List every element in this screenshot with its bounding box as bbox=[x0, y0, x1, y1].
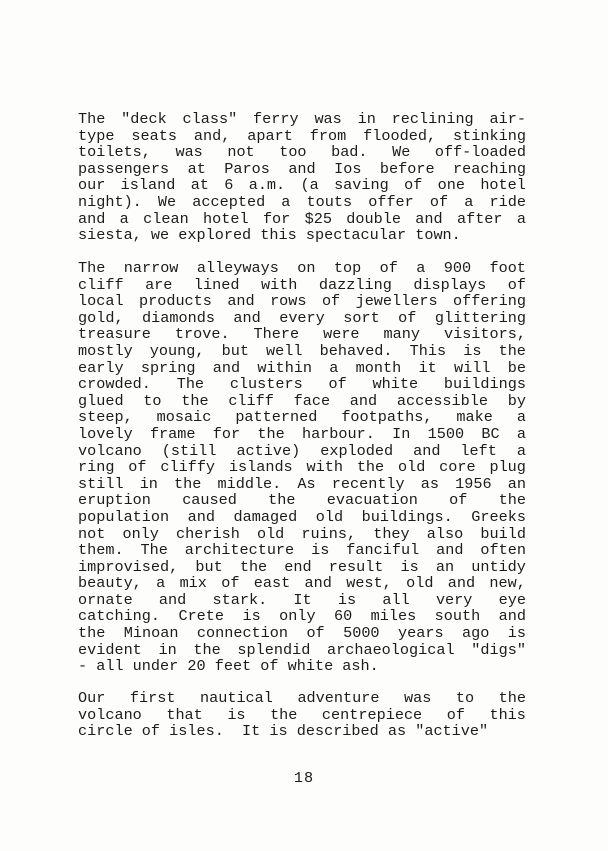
word: they bbox=[373, 524, 410, 543]
word: "deck bbox=[121, 110, 167, 128]
word: of bbox=[379, 259, 398, 277]
word: years bbox=[397, 624, 444, 643]
word: and bbox=[304, 574, 332, 593]
word: was bbox=[404, 689, 432, 707]
word: of bbox=[321, 292, 341, 311]
word: population bbox=[78, 507, 170, 526]
word: old bbox=[315, 507, 344, 526]
word: mix bbox=[179, 574, 207, 593]
word: untidy bbox=[471, 557, 526, 576]
word: middle. bbox=[217, 474, 282, 493]
word: a bbox=[119, 209, 129, 228]
word: the bbox=[498, 689, 526, 707]
word: the bbox=[181, 391, 209, 410]
word: damaged bbox=[233, 507, 298, 526]
text-line bbox=[78, 161, 526, 178]
word: exploded bbox=[320, 441, 394, 460]
word: visitors, bbox=[443, 325, 526, 344]
word: an bbox=[435, 557, 455, 576]
word: cliff bbox=[228, 391, 274, 410]
word: The bbox=[78, 259, 106, 277]
word: of bbox=[507, 275, 526, 294]
word: face bbox=[293, 391, 331, 410]
word: a bbox=[516, 441, 526, 460]
text-line bbox=[78, 310, 526, 327]
word: old bbox=[256, 524, 285, 543]
paragraph-alleyways bbox=[78, 260, 526, 675]
word: treasure bbox=[78, 325, 151, 344]
word: frame bbox=[149, 424, 196, 443]
word: that bbox=[166, 705, 203, 724]
text-line: circle of isles. It is described as "active" bbox=[78, 722, 489, 741]
word: and bbox=[78, 209, 106, 228]
word: will bbox=[453, 358, 491, 377]
word: Paros bbox=[224, 159, 270, 178]
word: glued bbox=[78, 391, 124, 410]
word: bad. bbox=[331, 143, 368, 162]
word: eruption bbox=[78, 491, 151, 510]
word: In bbox=[392, 424, 411, 443]
word: not bbox=[227, 143, 255, 162]
word: mosaic bbox=[156, 408, 212, 427]
text-line bbox=[78, 575, 526, 592]
word: adventure bbox=[297, 689, 380, 707]
text-line bbox=[78, 360, 526, 377]
word: improvised, bbox=[78, 557, 179, 576]
text-line bbox=[78, 128, 526, 145]
word: is bbox=[463, 341, 482, 360]
word: air- bbox=[489, 110, 526, 128]
word: is bbox=[227, 705, 246, 724]
word: saving bbox=[334, 176, 389, 195]
word: a bbox=[464, 192, 474, 211]
word: 1956 bbox=[455, 474, 492, 493]
word: $25 bbox=[304, 209, 332, 228]
word: before bbox=[379, 159, 435, 178]
word: 6 bbox=[224, 176, 234, 195]
text-line bbox=[78, 608, 526, 625]
word: mostly bbox=[78, 341, 133, 360]
word: one bbox=[437, 176, 465, 195]
word: cliff bbox=[78, 275, 124, 294]
word: eye bbox=[498, 590, 526, 609]
word: jewellers bbox=[355, 292, 438, 311]
word: it bbox=[418, 358, 437, 377]
word: evident bbox=[78, 640, 142, 659]
text-line bbox=[78, 343, 526, 360]
word: month bbox=[355, 358, 402, 377]
word: the bbox=[257, 424, 285, 443]
word: clean bbox=[143, 209, 189, 228]
word: the bbox=[239, 557, 268, 576]
word: accessible bbox=[396, 391, 488, 410]
word: of bbox=[328, 375, 347, 394]
word: It bbox=[293, 590, 312, 609]
text-line bbox=[78, 409, 526, 426]
word: be bbox=[507, 358, 526, 377]
word: narrow bbox=[123, 259, 179, 277]
word: trove. bbox=[174, 325, 230, 344]
word: offer bbox=[368, 192, 414, 211]
word: white bbox=[372, 375, 419, 394]
word: well bbox=[266, 341, 303, 360]
word: and bbox=[212, 358, 241, 377]
word: recently bbox=[331, 474, 405, 493]
word: and bbox=[227, 292, 255, 311]
word: class" bbox=[182, 110, 238, 128]
word: and bbox=[187, 507, 215, 526]
text-line bbox=[78, 559, 526, 576]
word: Greeks bbox=[471, 507, 526, 526]
text-line bbox=[78, 625, 526, 642]
word: 5000 bbox=[343, 624, 380, 643]
word: steep, bbox=[78, 408, 133, 427]
word: night). bbox=[78, 192, 142, 211]
word: spring bbox=[140, 358, 196, 377]
word: evacuation bbox=[326, 491, 418, 510]
word: a bbox=[329, 358, 339, 377]
word: only bbox=[279, 607, 316, 626]
word: displays bbox=[413, 275, 487, 294]
word: The bbox=[176, 375, 205, 394]
word: all bbox=[382, 590, 410, 609]
word: for bbox=[212, 424, 241, 443]
text-line bbox=[78, 707, 526, 724]
word: buildings. bbox=[361, 507, 453, 526]
word: We bbox=[157, 192, 177, 211]
word: Our bbox=[78, 689, 106, 707]
word: the bbox=[193, 640, 221, 659]
text-line bbox=[78, 211, 526, 228]
word: very bbox=[435, 590, 473, 609]
word: to bbox=[143, 391, 162, 410]
word: many bbox=[383, 325, 420, 344]
text-line bbox=[78, 393, 526, 410]
text-line bbox=[78, 476, 526, 493]
text-line bbox=[78, 326, 526, 343]
word: is bbox=[507, 624, 526, 643]
text-line bbox=[78, 144, 526, 161]
word: are bbox=[145, 275, 173, 294]
word: double bbox=[346, 209, 401, 228]
word: a bbox=[516, 408, 526, 427]
word: Minoan bbox=[123, 624, 179, 643]
word: the bbox=[498, 341, 526, 360]
word: harbour. bbox=[301, 424, 375, 443]
word: buildings bbox=[443, 375, 526, 394]
word: and bbox=[349, 391, 378, 410]
word: sort bbox=[343, 308, 380, 327]
text-line bbox=[78, 459, 526, 476]
word: is bbox=[242, 607, 261, 626]
text-line bbox=[78, 592, 526, 609]
word: and bbox=[436, 541, 464, 560]
word: the bbox=[356, 458, 385, 477]
word: ornate bbox=[78, 590, 133, 609]
word: is bbox=[311, 541, 330, 560]
word: cliffy bbox=[160, 458, 216, 477]
word: (still bbox=[161, 441, 217, 460]
word: and bbox=[415, 209, 443, 228]
word: every bbox=[279, 308, 325, 327]
word: stark. bbox=[212, 590, 268, 609]
word: from bbox=[309, 126, 347, 145]
word: an bbox=[507, 474, 526, 493]
word: architecture bbox=[184, 541, 295, 560]
word: ring bbox=[78, 458, 115, 477]
word: a bbox=[516, 209, 526, 228]
word: the bbox=[270, 705, 298, 724]
word: seats bbox=[131, 126, 177, 145]
word: catching. bbox=[78, 607, 161, 626]
word: miles bbox=[370, 607, 417, 626]
word: hotel bbox=[480, 176, 526, 195]
text-line bbox=[78, 111, 526, 128]
word: products bbox=[138, 292, 212, 311]
word: offering bbox=[453, 292, 526, 311]
word: build bbox=[480, 524, 526, 543]
word: as bbox=[420, 474, 440, 493]
word: This bbox=[409, 341, 447, 360]
word: and bbox=[413, 441, 441, 460]
word: plug bbox=[489, 458, 526, 477]
word: the bbox=[498, 491, 526, 510]
word: after bbox=[456, 209, 503, 228]
text-line bbox=[78, 426, 526, 443]
word: hotel bbox=[203, 209, 249, 228]
text-line: - all under 20 feet of white ash. bbox=[78, 657, 379, 676]
word: was bbox=[175, 143, 203, 162]
word: too bbox=[279, 143, 307, 162]
word: toilets, bbox=[78, 143, 151, 162]
word: first bbox=[129, 689, 176, 707]
word: them. bbox=[78, 541, 124, 560]
word: behaved. bbox=[319, 341, 393, 360]
word: Crete bbox=[178, 607, 225, 626]
word: diamonds bbox=[142, 308, 215, 327]
word: still bbox=[78, 474, 124, 493]
word: There bbox=[253, 325, 300, 344]
word: rows bbox=[270, 292, 307, 311]
word: end bbox=[284, 557, 312, 576]
word: young, bbox=[149, 341, 205, 360]
word: ago bbox=[461, 624, 490, 643]
word: glittering bbox=[434, 308, 526, 327]
word: accepted bbox=[192, 192, 266, 211]
text-line bbox=[78, 492, 526, 509]
word: centrepiece bbox=[321, 705, 423, 724]
word: off-loaded bbox=[434, 143, 526, 162]
word: fanciful bbox=[346, 541, 420, 560]
word: of bbox=[429, 192, 449, 211]
word: "digs" bbox=[471, 640, 526, 659]
word: were bbox=[323, 325, 360, 344]
word: within bbox=[257, 358, 313, 377]
word: type bbox=[78, 126, 115, 145]
word: with bbox=[260, 275, 298, 294]
text-line bbox=[78, 542, 526, 559]
word: a.m. bbox=[248, 176, 286, 195]
word: (a bbox=[300, 176, 319, 195]
word: apart bbox=[247, 126, 293, 145]
word: in bbox=[139, 474, 158, 493]
word: the bbox=[268, 491, 296, 510]
text-line bbox=[78, 277, 526, 294]
word: a bbox=[281, 192, 291, 211]
word: 60 bbox=[334, 607, 353, 626]
word: a bbox=[416, 259, 426, 277]
word: in bbox=[357, 110, 376, 128]
word: splendid bbox=[237, 640, 311, 659]
word: a bbox=[156, 574, 166, 593]
word: lovely bbox=[78, 424, 133, 443]
word: at bbox=[190, 176, 209, 195]
word: local bbox=[78, 292, 124, 311]
word: footpaths, bbox=[341, 408, 433, 427]
word: not bbox=[78, 524, 106, 543]
word: old bbox=[397, 458, 426, 477]
word: for bbox=[262, 209, 291, 228]
word: ride bbox=[489, 192, 526, 211]
word: the bbox=[174, 474, 202, 493]
word: old bbox=[406, 574, 434, 593]
word: of bbox=[306, 624, 325, 643]
text-line bbox=[78, 293, 526, 310]
text-line bbox=[78, 690, 526, 707]
text-line bbox=[78, 443, 526, 460]
page-number: 18 bbox=[293, 769, 315, 787]
word: The bbox=[140, 541, 168, 560]
word: As bbox=[297, 474, 316, 493]
word: BC bbox=[481, 424, 500, 443]
word: islands bbox=[228, 458, 293, 477]
word: foot bbox=[489, 259, 526, 277]
word: east bbox=[253, 574, 291, 593]
word: alleyways bbox=[196, 259, 279, 277]
word: patterned bbox=[235, 408, 318, 427]
word: We bbox=[392, 143, 411, 162]
word: to bbox=[455, 689, 475, 707]
word: reclining bbox=[391, 110, 474, 128]
word: and bbox=[158, 590, 187, 609]
word: reaching bbox=[453, 159, 526, 178]
word: at bbox=[187, 159, 206, 178]
word: left bbox=[460, 441, 497, 460]
word: gold, bbox=[78, 308, 124, 327]
word: of bbox=[128, 458, 147, 477]
text-line bbox=[78, 526, 526, 543]
text-line bbox=[78, 642, 526, 659]
word: crowded. bbox=[78, 375, 151, 394]
paragraph-nautical-adventure bbox=[78, 690, 526, 740]
word: but bbox=[221, 341, 249, 360]
word: on bbox=[297, 259, 316, 277]
word: Ios bbox=[334, 159, 362, 178]
text-line bbox=[78, 260, 526, 277]
text-line bbox=[78, 194, 526, 211]
word: new, bbox=[489, 574, 526, 593]
word: dazzling bbox=[318, 275, 392, 294]
word: 900 bbox=[443, 259, 472, 277]
word: of bbox=[449, 491, 468, 510]
word: lined bbox=[193, 275, 240, 294]
text-line: siesta, we explored this spectacular town. bbox=[78, 226, 461, 245]
word: by bbox=[507, 391, 526, 410]
word: and bbox=[498, 607, 526, 626]
word: 1500 bbox=[427, 424, 465, 443]
word: core bbox=[439, 458, 476, 477]
word: volcano bbox=[78, 441, 142, 460]
word: make bbox=[456, 408, 493, 427]
word: ruins, bbox=[301, 524, 357, 543]
word: top bbox=[333, 259, 362, 277]
word: volcano bbox=[78, 705, 142, 724]
word: result bbox=[328, 557, 384, 576]
word: cherish bbox=[176, 524, 240, 543]
word: of bbox=[404, 176, 423, 195]
word: and bbox=[447, 574, 476, 593]
word: of bbox=[398, 308, 417, 327]
word: south bbox=[434, 607, 481, 626]
word: but bbox=[195, 557, 223, 576]
word: nautical bbox=[199, 689, 273, 707]
word: this bbox=[489, 705, 526, 724]
text-line bbox=[78, 177, 526, 194]
text-line bbox=[78, 376, 526, 393]
word: active) bbox=[236, 441, 301, 460]
word: only bbox=[122, 524, 159, 543]
word: with bbox=[306, 458, 343, 477]
word: in bbox=[158, 640, 177, 659]
word: of bbox=[221, 574, 240, 593]
word: archaeological bbox=[327, 640, 455, 659]
word: is bbox=[400, 557, 419, 576]
word: stinking bbox=[453, 126, 526, 145]
word: and bbox=[233, 308, 261, 327]
word: touts bbox=[306, 192, 353, 211]
word: beauty, bbox=[78, 574, 142, 593]
word: caused bbox=[182, 491, 237, 510]
text-line bbox=[78, 509, 526, 526]
word: connection bbox=[196, 624, 289, 643]
word: early bbox=[78, 358, 124, 377]
word: was bbox=[314, 110, 342, 128]
word: ferry bbox=[253, 110, 299, 128]
word: west, bbox=[346, 574, 392, 593]
word: The bbox=[78, 110, 106, 128]
word: clusters bbox=[229, 375, 303, 394]
word: island bbox=[120, 176, 176, 195]
word: is bbox=[337, 590, 357, 609]
word: our bbox=[78, 176, 106, 195]
word: often bbox=[480, 541, 526, 560]
word: and bbox=[288, 159, 316, 178]
word: also bbox=[426, 524, 464, 543]
word: a bbox=[516, 424, 526, 443]
word: passengers bbox=[78, 159, 170, 178]
word: of bbox=[446, 705, 465, 724]
word: and, bbox=[193, 126, 231, 145]
word: the bbox=[78, 624, 106, 643]
word: flooded, bbox=[363, 126, 437, 145]
paragraph-ferry bbox=[78, 111, 526, 244]
